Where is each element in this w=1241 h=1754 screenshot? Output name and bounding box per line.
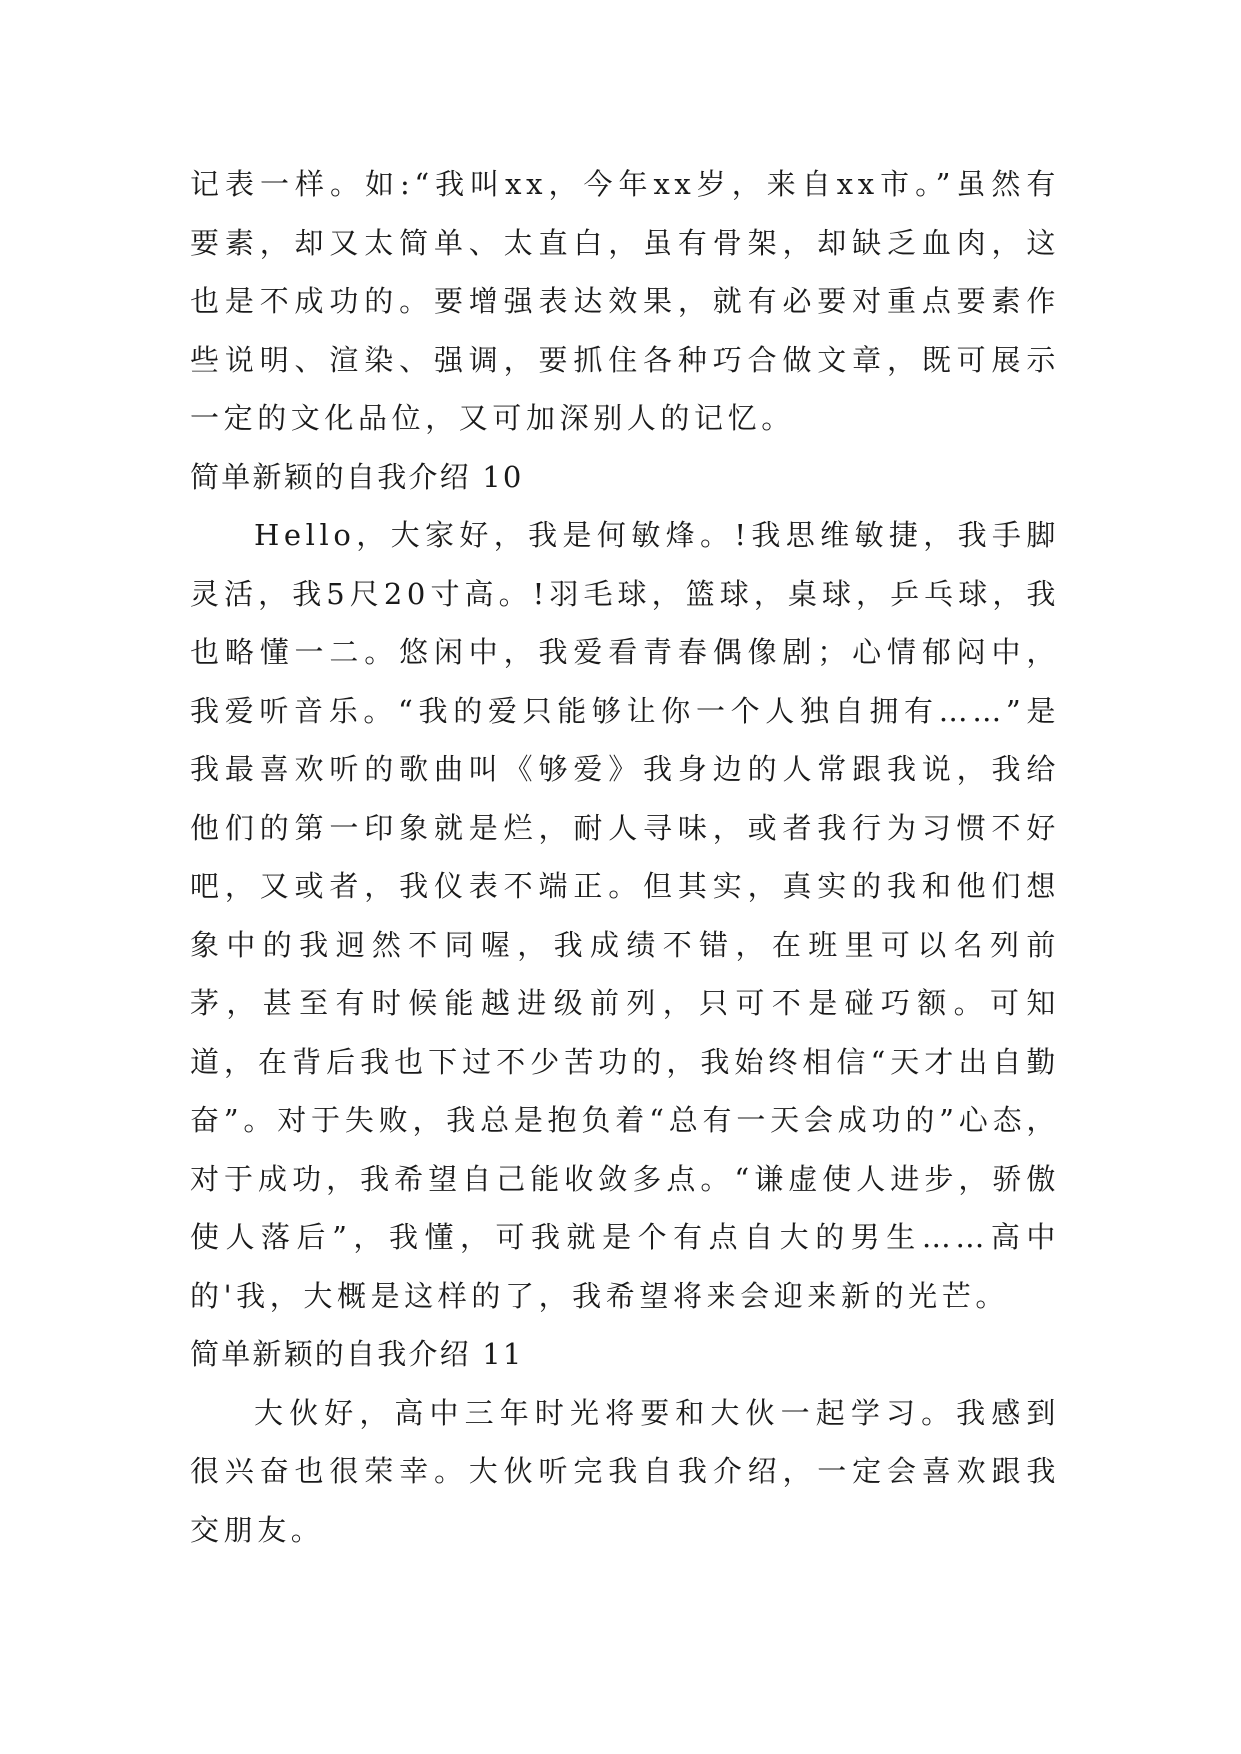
section-heading-11: 简单新颖的自我介绍 11 xyxy=(190,1337,524,1371)
section-11-paragraph: 大伙好，高中三年时光将要和大伙一起学习。我感到很兴奋也很荣幸。大伙听完我自我介绍，一定会喜欢跟我交朋友。 xyxy=(190,1395,1060,1547)
document-body xyxy=(190,155,1060,1559)
section-10-paragraph: Hello，大家好，我是何敏烽。!我思维敏捷，我手脚灵活，我5尺20寸高。!羽毛球，篮球，桌球，乒乓球，我也略懂一二。悠闲中，我爱看青春偶像剧；心情郁闷中，我爱听音乐。“我的爱只能够让你一个人独自拥有……”是我最喜欢听的歌曲叫《够爱》我身边的人常跟我说，我给他们的第一印象就是烂，耐人寻味，或者我行为习惯不好吧，又或者，我仪表不端正。但其实，真实的我和他们想象中的我迥然不同喔，我成绩不错，在班里可以名列前茅，甚至有时候能越进级前列，只可不是碰巧额。可知道，在背后我也下过不少苦功的，我始终相信“天才出自勤奋”。对于失败，我总是抱负着“总有一天会成功的”心态，对于成功，我希望自己能收敛多点。“谦虚使人进步，骄傲使人落后”，我懂，可我就是个有点自大的男生……高中的'我，大概是这样的了，我希望将来会迎来新的光芒。 xyxy=(190,518,1060,1313)
paragraph-continuation: 记表一样。如:“我叫xx，今年xx岁，来自xx市。”虽然有要素，却又太简单、太直白，虽有骨架，却缺乏血肉，这也是不成功的。要增强表达效果，就有必要对重点要素作些说明、渲染、强调，要抓住各种巧合做文章，既可展示一定的文化品位，又可加深别人的记忆。 xyxy=(190,167,1060,435)
section-heading-10: 简单新颖的自我介绍 10 xyxy=(190,459,524,494)
